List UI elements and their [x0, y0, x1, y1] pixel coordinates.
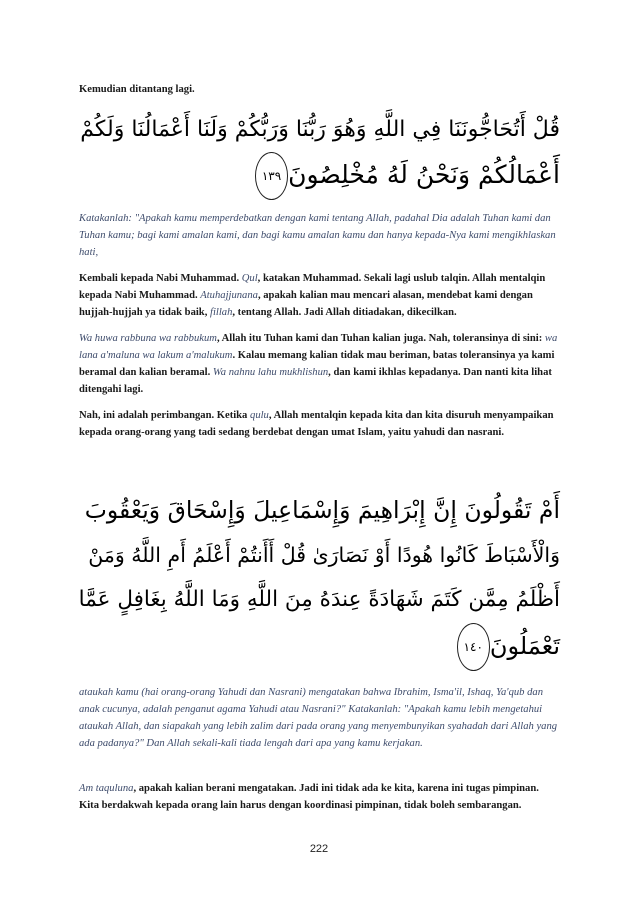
paragraph-2-text	[79, 330, 559, 398]
p1-g: , tentang Allah. Jadi Allah ditiadakan, dikecilkan.	[232, 307, 457, 318]
paragraph-2	[79, 330, 559, 398]
p2-f: , dan kami ikhlas kepadanya. Dan nanti kita lihat ditengahi lagi.	[79, 367, 552, 395]
p3-qulu: qulu	[250, 410, 269, 421]
p1-fillah: fillah	[210, 307, 233, 318]
verse-139-text-2: أَعْمَالُكُمْ وَنَحْنُ لَهُ مُخْلِصُونَ	[288, 160, 560, 189]
verse-139-number: ١٣٩	[255, 152, 288, 200]
p1-qul: Qul	[241, 273, 258, 284]
p2-d: . Kalau memang kalian tidak mau beriman, batas toleransinya ya kami beramal dan kalian beramal.	[79, 350, 555, 378]
p2-b: , Allah itu Tuhan kami dan Tuhan kalian juga. Nah, toleransinya di sini:	[216, 333, 545, 344]
p2-c: wa lana a'maluna wa lakum a'malukum	[79, 333, 558, 361]
p2-a: Wa huwa rabbuna wa rabbukum	[79, 333, 217, 344]
intro-text: Kemudian ditantang lagi.	[79, 84, 195, 95]
translation-140	[79, 684, 559, 752]
p3-a: Nah, ini adalah perimbangan. Ketika	[79, 410, 251, 421]
page-number: 222	[309, 843, 329, 855]
verse-140-text-4: تَعْمَلُونَ	[489, 632, 560, 660]
verse-140-line-3: أَظْلَمُ مِمَّن كَتَمَ شَهَادَةً عِندَهُ مِنَ اللَّهِ وَمَا اللَّهُ بِغَافِلٍ عَمَّا	[78, 587, 560, 612]
p3-c: , Allah mentalqin kepada kita dan kita disuruh menyampaikan kepada orang-orang yang tadi sedang berdebat dengan umat Islam, yaitu yahudi dan nasrani.	[79, 410, 554, 438]
verse-140-line-4	[451, 623, 560, 671]
translation-139-text: Katakanlah: "Apakah kamu memperdebatkan dengan kami tentang Allah, padahal Dia adalah Tuhan kami dan Tuhan kamu; bagi kami amalan kami, dan bagi kamu amalan kamu dan hanya kepada-Nya kami mengikhlaskan hati,	[79, 213, 556, 258]
p1-e: , apakah kalian mau mencari alasan, mendebat kami dengan hujjah-hujjah ya tidak baik,	[79, 290, 533, 318]
verse-140-line-2: وَالْأَسْبَاطَ كَانُوا هُودًا أَوْ نَصَارَىٰ قُلْ أَأَنتُمْ أَعْلَمُ أَمِ اللَّهُ وَمَنْ	[88, 543, 560, 567]
p1-a: Kembali kepada Nabi Muhammad.	[79, 273, 242, 284]
paragraph-4-text	[79, 780, 559, 814]
paragraph-1	[79, 270, 559, 321]
paragraph-1-text	[79, 270, 559, 321]
verse-140-line-1: أَمْ تَقُولُونَ إِنَّ إِبْرَاهِيمَ وَإِسْمَاعِيلَ وَإِسْحَاقَ وَيَعْقُوبَ	[84, 496, 560, 524]
p1-atuhajjunana: Atuhajjunana	[200, 290, 258, 301]
paragraph-4	[79, 780, 559, 814]
p4-b: , apakah kalian berani mengatakan. Jadi ini tidak ada ke kita, karena ini tugas pimpinan. Kita berdakwah kepada orang lain harus dengan koordinasi pimpinan, tidak boleh sembarangan.	[79, 783, 539, 811]
translation-140-text: ataukah kamu (hai orang-orang Yahudi dan Nasrani) mengatakan bahwa Ibrahim, Isma'il, Ishaq, Ya'qub dan anak cucunya, adalah penganut agama Yahudi atau Nasrani?" Katakanlah: "Apakah kamu lebih mengetahui ataukah Allah, dan siapakah yang lebih zalim dari pada orang yang menyembunyikan syahadah dari Allah yang ada padanya?" Dan Allah sekali-kali tiada lengah dari apa yang kamu kerjakan.	[79, 687, 558, 749]
intro-paragraph	[79, 81, 559, 98]
paragraph-3-text	[79, 407, 559, 441]
p2-e: Wa nahnu lahu mukhlishun	[212, 367, 329, 378]
translation-139	[79, 210, 559, 261]
verse-139-line-1: قُلْ أَتُحَاجُّونَنَا فِي اللَّهِ وَهُوَ رَبُّنَا وَرَبُّكُمْ وَلَنَا أَعْمَالُنَا وَلَكُمْ	[80, 117, 560, 142]
verse-139-line-2	[249, 152, 560, 200]
paragraph-3	[79, 407, 559, 441]
p1-c: , katakan Muhammad. Sekali lagi uslub talqin. Allah mentalqin kepada Nabi Muhammad.	[79, 273, 546, 301]
p4-am-taquluna: Am taquluna	[79, 783, 134, 794]
verse-140-number: ١٤٠	[457, 623, 490, 671]
